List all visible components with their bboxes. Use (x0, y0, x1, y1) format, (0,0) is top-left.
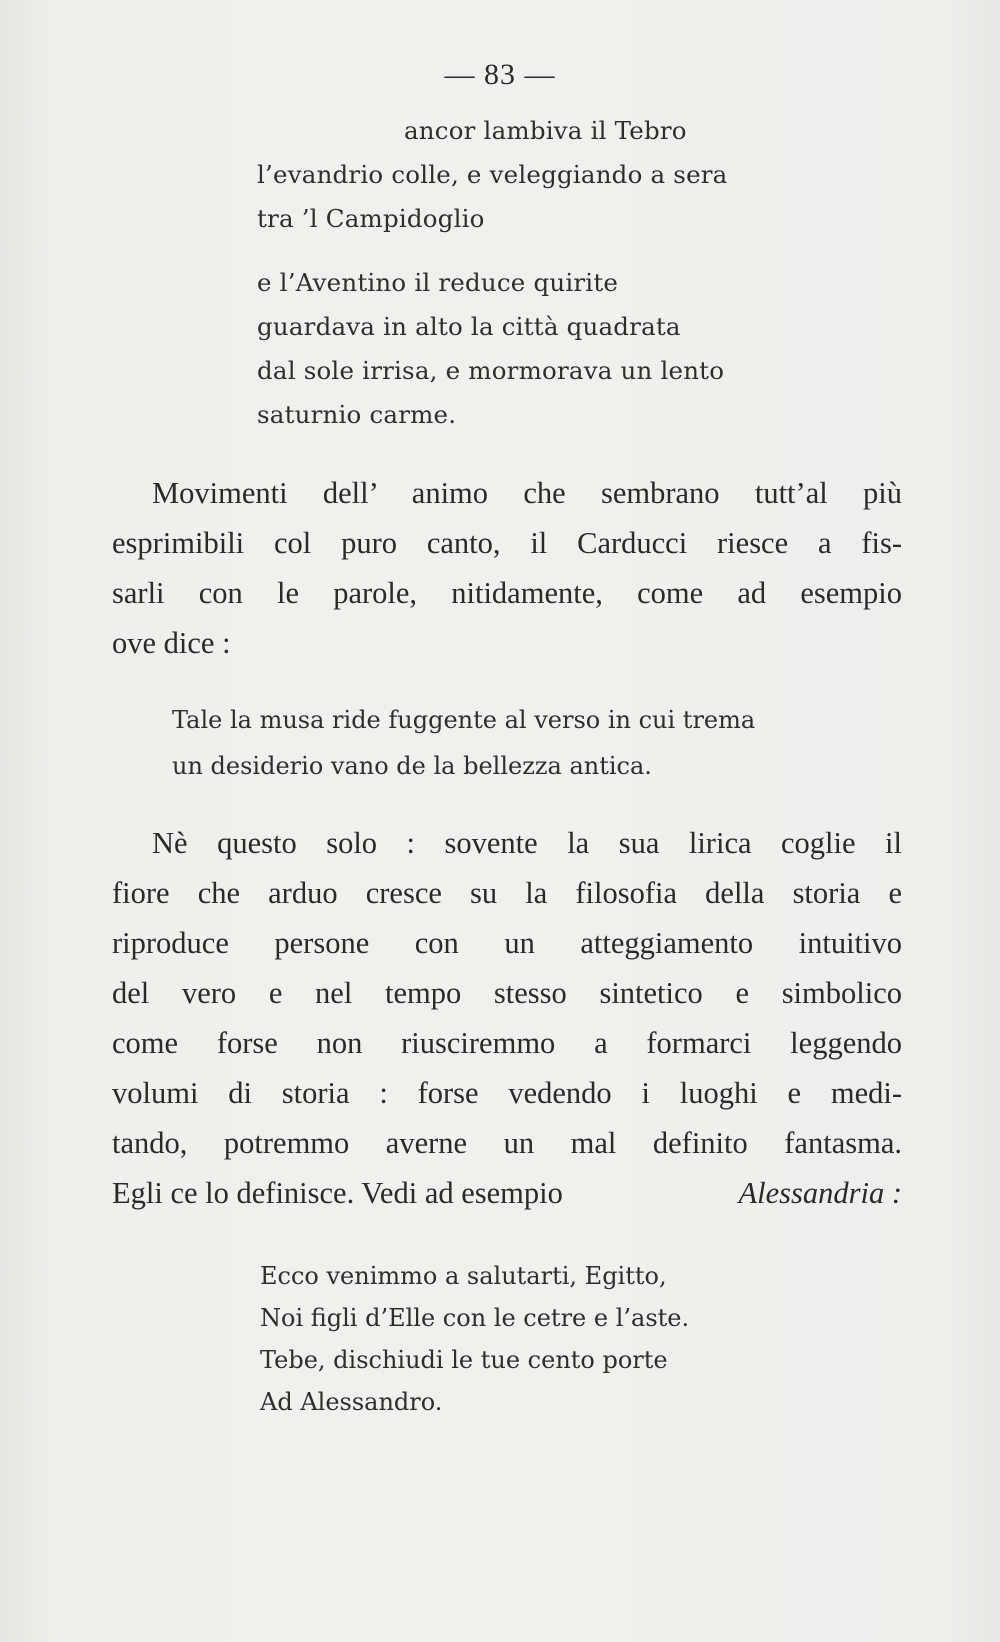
verse-line: saturnio carme. (257, 400, 457, 429)
verse-line: ancor lambiva il Tebro (404, 116, 687, 145)
paragraph-line-last (112, 1176, 902, 1211)
verse-line: guardava in alto la città quadrata (257, 312, 681, 341)
paragraph-line: riproduce persone con un atteggiamento intuitivo (112, 926, 902, 960)
verse-line: l’evandrio colle, e veleggiando a sera (257, 160, 728, 189)
paragraph-line: esprimibili col puro canto, il Carducci riesce a fis- (112, 526, 902, 560)
verse-line: Noi figli d’Elle con le cetre e l’aste. (260, 1304, 690, 1332)
page-number: — 83 — (444, 58, 556, 91)
verse-line: Ad Alessandro. (260, 1388, 443, 1416)
paragraph-line: come forse non riusciremmo a formarci leggendo (112, 1026, 902, 1060)
verse-line: Tebe, dischiudi le tue cento porte (260, 1346, 668, 1374)
paragraph-line: ove dice : (112, 626, 231, 660)
verse-line: Tale la musa ride fuggente al verso in cui trema (172, 706, 756, 734)
paragraph-text: Egli ce lo definisce. Vedi ad esempio (112, 1176, 563, 1210)
verse-line: e l’Aventino il reduce quirite (257, 268, 619, 297)
paragraph-line: tando, potremmo averne un mal definito fantasma. (112, 1126, 902, 1160)
verse-line: dal sole irrisa, e mormorava un lento (257, 356, 725, 385)
verse-line: Ecco venimmo a salutarti, Egitto, (260, 1262, 667, 1290)
paragraph-line: sarli con le parole, nitidamente, come ad esempio (112, 576, 902, 610)
paragraph-line: volumi di storia : forse vedendo i luoghi e medi- (112, 1076, 902, 1110)
verse-line: un desiderio vano de la bellezza antica. (172, 752, 652, 780)
paragraph-line: fiore che arduo cresce su la filosofia della storia e (112, 876, 902, 910)
verse-line: tra ’l Campidoglio (257, 204, 485, 233)
paragraph-line: Movimenti dell’ animo che sembrano tutt’al più (152, 476, 902, 510)
paragraph-line: Nè questo solo : sovente la sua lirica coglie il (152, 826, 902, 860)
paragraph-line: del vero e nel tempo stesso sintetico e simbolico (112, 976, 902, 1010)
poem-title: Alessandria : (738, 1176, 902, 1210)
